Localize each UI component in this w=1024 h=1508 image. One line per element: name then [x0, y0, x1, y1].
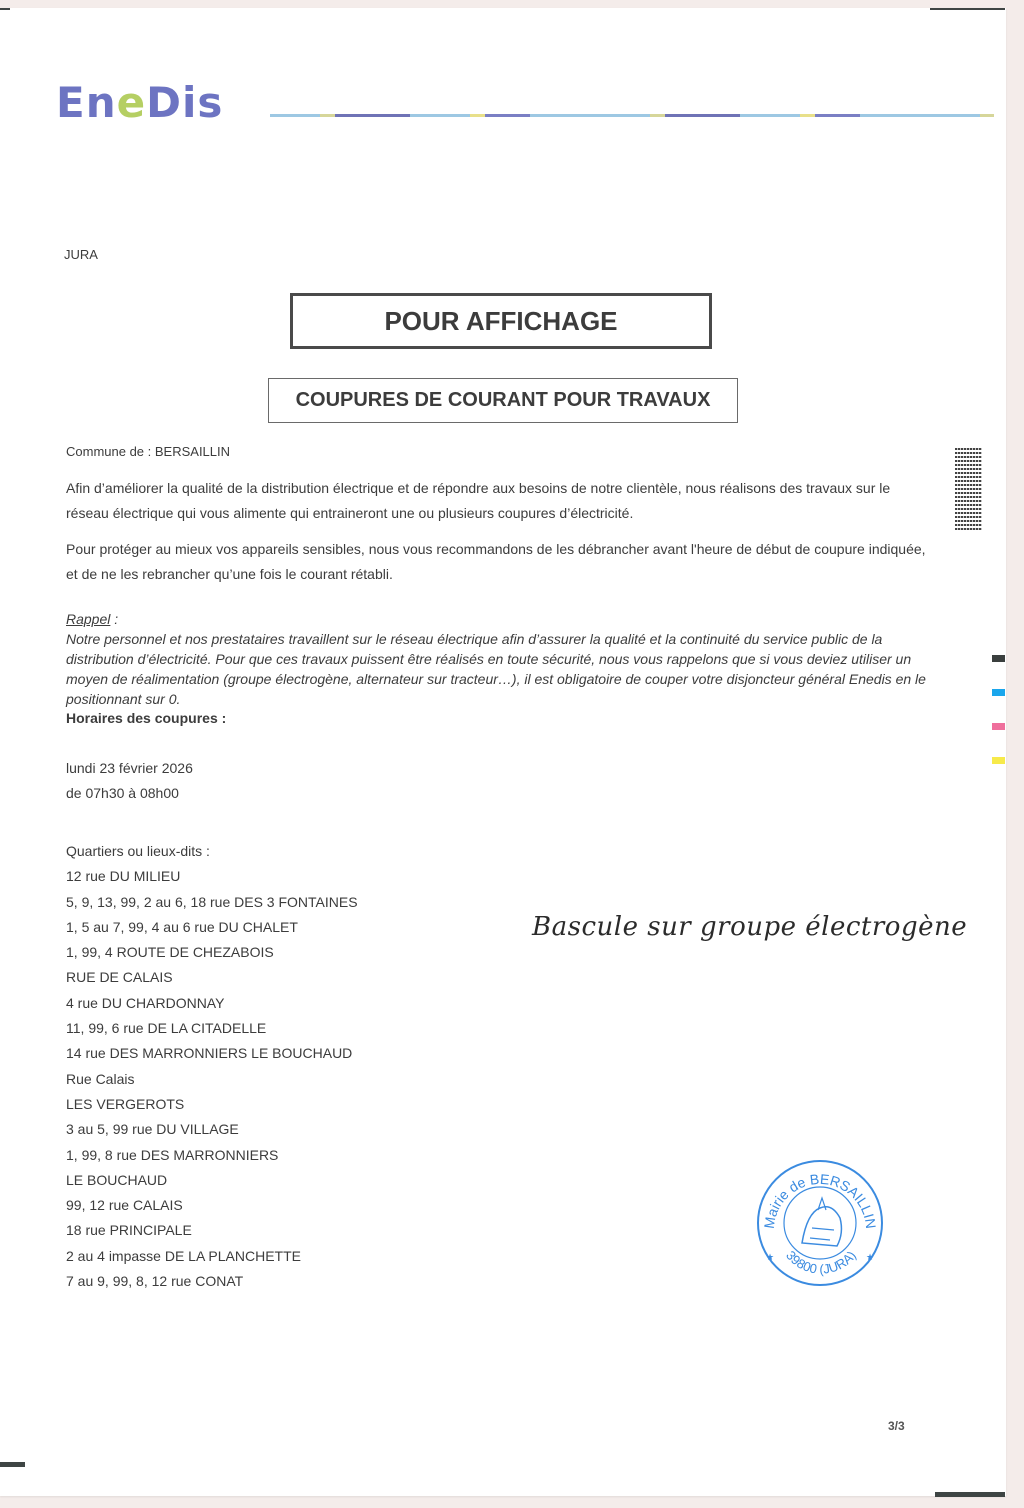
page-title-box [290, 293, 712, 349]
registration-mark-bottom-left [0, 1462, 25, 1467]
datamatrix-code [955, 448, 982, 530]
intro-paragraph: Afin d’améliorer la qualité de la distribution électrique et de répondre aux besoins de notre clientèle, nous réalisons des travaux sur le réseau électrique qui vous alimente qui entraineront une ou plusieurs coupures d’électricité. [66, 480, 891, 521]
list-item: 1, 99, 4 ROUTE DE CHEZABOIS [66, 944, 274, 961]
page-subtitle: COUPURES DE COURANT POUR TRAVAUX [295, 389, 711, 411]
list-item: 12 rue DU MILIEU [66, 868, 181, 885]
list-item: LES VERGEROTS [66, 1095, 185, 1112]
list-item: RUE DE CALAIS [66, 969, 173, 986]
list-item: 3 au 5, 99 rue DU VILLAGE [66, 1121, 239, 1138]
enedis-logo: EneDis [56, 78, 224, 127]
list-item: 1, 5 au 7, 99, 4 au 6 rue DU CHALET [66, 918, 298, 935]
commune-label: Commune de : BERSAILLIN [66, 444, 231, 459]
cmyk-black-mark [992, 655, 1005, 662]
handwritten-note: Bascule sur groupe électrogène [532, 912, 968, 942]
svg-text:39800 (JURA): 39800 (JURA) [783, 1247, 859, 1277]
list-item: 1, 99, 8 rue DES MARRONNIERS [66, 1146, 279, 1163]
rappel-block: Rappel : Notre personnel et nos prestataires travaillent sur le réseau électrique afin d’assurer la qualité et la continuité du service public de la distribution d’électricité. Pour que ces travaux puissent être réalisés en toute sécurité, nous vous rappelons que si vous deviez utiliser un moyen de réalimentation (groupe électrogène, alternateur sur tracteur…), il est obligatoire de couper votre disjoncteur général Enedis en le positionnant sur 0. [66, 611, 926, 707]
list-item: 99, 12 rue CALAIS [66, 1197, 183, 1214]
schedule-time: de 07h30 à 08h00 [66, 785, 179, 801]
registration-mark-bottom-right [935, 1492, 1005, 1497]
cmyk-cyan-mark [992, 689, 1005, 696]
cmyk-yellow-mark [992, 757, 1005, 764]
rappel-label: Rappel [66, 611, 111, 627]
svg-text:★: ★ [866, 1252, 875, 1262]
list-item: 2 au 4 impasse DE LA PLANCHETTE [66, 1247, 301, 1264]
list-item: 5, 9, 13, 99, 2 au 6, 18 rue DES 3 FONTAINES [66, 893, 358, 910]
locations-heading: Quartiers ou lieux-dits : [66, 843, 210, 859]
page-number: 3/3 [888, 1419, 905, 1433]
schedule-date: lundi 23 février 2026 [66, 760, 193, 776]
mairie-stamp [752, 1158, 888, 1288]
rappel-text: Notre personnel et nos prestataires travaillent sur le réseau électrique afin d’assurer la qualité et la continuité du service public de la distribution d’électricité. Pour que ces travaux puissent être réalisés en toute sécurité, nous vous rappelons que si vous deviez utiliser un moyen de réalimentation (groupe électrogène, alternateur sur tracteur…), il est obligatoire de couper votre disjoncteur général Enedis en le positionnant sur 0. [66, 631, 926, 707]
list-item: 7 au 9, 99, 8, 12 rue CONAT [66, 1273, 244, 1290]
subtitle-box [268, 378, 738, 423]
page-title: POUR AFFICHAGE [384, 305, 618, 336]
locations-list [66, 839, 358, 1294]
recommendation-paragraph: Pour protéger au mieux vos appareils sensibles, nous vous recommandons de les débrancher avant l'heure de début de coupure indiquée, et de ne les rebrancher qu’une fois le courant rétabli. [66, 541, 926, 582]
registration-mark-top-right [930, 8, 1005, 10]
list-item: 11, 99, 6 rue DE LA CITADELLE [66, 1020, 267, 1037]
list-item: LE BOUCHAUD [66, 1171, 168, 1188]
list-item: 18 rue PRINCIPALE [66, 1222, 192, 1239]
document-page [0, 8, 1006, 1496]
cmyk-magenta-mark [992, 723, 1005, 730]
logo-rule-divider [270, 114, 994, 117]
list-item: 4 rue DU CHARDONNAY [66, 994, 225, 1011]
svg-text:Mairie de BERSAILLIN: Mairie de BERSAILLIN [760, 1170, 880, 1230]
region-label: JURA [64, 247, 98, 262]
list-item: Rue Calais [66, 1070, 135, 1087]
list-item: 14 rue DES MARRONNIERS LE BOUCHAUD [66, 1045, 353, 1062]
schedule-heading: Horaires des coupures : [66, 710, 227, 726]
svg-text:★: ★ [766, 1252, 775, 1262]
registration-mark-top-left [0, 8, 10, 10]
